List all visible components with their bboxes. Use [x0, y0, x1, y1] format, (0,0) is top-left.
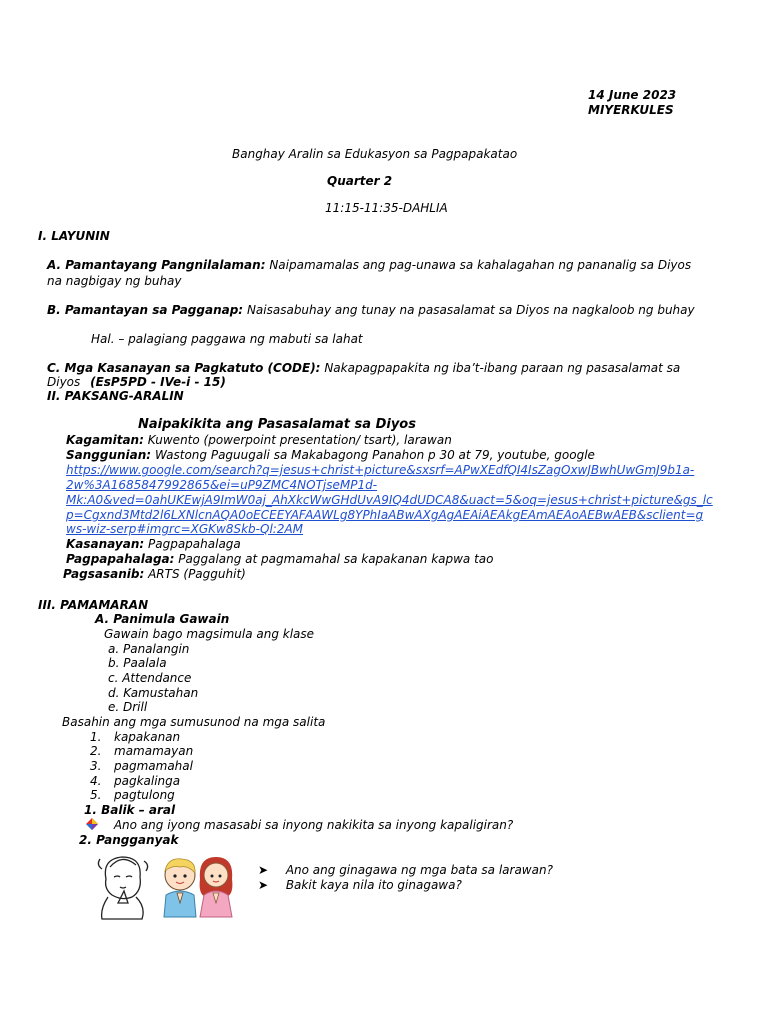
objective-a-text: Naipamamalas ang pag-unawa sa kahalagahan ng pananalig sa Diyos — [269, 258, 692, 272]
word-number: 1. — [90, 730, 102, 744]
gawain-item: d. Kamustahan — [108, 686, 199, 700]
topic-title: Naipakikita ang Pasasalamat sa Diyos — [138, 417, 416, 432]
pangganyak-question-2 — [258, 878, 462, 892]
sanggunian-label: Sanggunian: — [66, 448, 152, 462]
word: pagtulong — [114, 788, 175, 802]
pagpapahalaga-text: Paggalang at pagmamahal sa kapakanan kapwa tao — [178, 552, 494, 566]
date: 14 June 2023 — [588, 88, 677, 102]
word: mamamayan — [114, 744, 194, 758]
panimula-heading: A. Panimula Gawain — [95, 612, 230, 626]
basahin-instruction: Basahin ang mga sumusunod na mga salita — [62, 715, 326, 729]
objective-a-text-2: na nagbigay ng buhay — [47, 274, 182, 288]
gawain-item: e. Drill — [108, 700, 148, 714]
word: pagmamahal — [114, 759, 193, 773]
objective-a-label: A. Pamantayang Pangnilalaman: — [47, 258, 266, 272]
objective-c-text: Nakapagpapakita ng iba’t-ibang paraan ng pasasalamat sa — [324, 361, 681, 375]
pagsasanib-label: Pagsasanib: — [63, 567, 145, 581]
gawain-item: a. Panalangin — [108, 642, 190, 656]
time-section: 11:15-11:35-DAHLIA — [325, 201, 448, 215]
word: pagkalinga — [114, 774, 181, 788]
balik-aral-heading: 1. Balik – aral — [84, 803, 176, 817]
word-list-item — [90, 759, 193, 773]
word-list-item — [90, 730, 181, 744]
word-number: 5. — [90, 788, 102, 802]
objective-c-code: (EsP5PD - IVe-i - 15) — [90, 375, 226, 389]
gawain-item: b. Paalala — [108, 656, 167, 670]
gawain-intro: Gawain bago magsimula ang klase — [104, 627, 315, 641]
gawain-item: c. Attendance — [108, 671, 192, 685]
balik-aral-item — [86, 818, 513, 832]
objective-c-label: C. Mga Kasanayan sa Pagkatuto (CODE): — [47, 361, 321, 375]
pamamaran-heading: III. PAMAMARAN — [38, 598, 149, 612]
kagamitan-text: Kuwento (powerpoint presentation/ tsart), larawan — [147, 433, 452, 447]
kagamitan-label: Kagamitan: — [66, 433, 144, 447]
word: kapakanan — [114, 730, 181, 744]
sanggunian — [66, 448, 595, 462]
pagsasanib — [63, 567, 246, 581]
objective-a — [47, 258, 691, 272]
reference-link-line-2[interactable]: 2w%3A1685847992865&ei=uP9ZMC4NOTjseMP1d- — [66, 478, 378, 492]
arrow-bullet-icon: ➤ — [258, 878, 269, 892]
day: MIYERKULES — [588, 103, 674, 117]
objective-example: Hal. – palagiang paggawa ng mabuti sa lahat — [91, 332, 363, 346]
kagamitan — [66, 433, 452, 447]
praying-children-illustration — [92, 851, 244, 921]
word-list-item — [90, 774, 181, 788]
sanggunian-text: Wastong Paguugali sa Makabagong Panahon p 30 at 79, youtube, google — [154, 448, 595, 462]
pangganyak-q2-text: Bakit kaya nila ito ginagawa? — [285, 878, 462, 892]
balik-aral-question: Ano ang iyong masasabi sa inyong nakikita sa inyong kapaligiran? — [113, 818, 514, 832]
reference-link-line-5[interactable]: ws-wiz-serp#imgrc=XGKw8Skb-Ql:2AM — [66, 522, 304, 536]
word-number: 3. — [90, 759, 102, 773]
objective-c-line-2 — [47, 375, 226, 389]
arrow-bullet-icon: ➤ — [258, 863, 269, 877]
pagpapahalaga-label: Pagpapahalaga: — [66, 552, 175, 566]
word-list-item — [90, 744, 194, 758]
objective-b-text: Naisasabuhay ang tunay na pasasalamat sa Diyos na nagkaloob ng buhay — [246, 303, 695, 317]
quarter: Quarter 2 — [327, 174, 393, 188]
objective-b-label: B. Pamantayan sa Pagganap: — [47, 303, 244, 317]
paksang-aralin-heading: II. PAKSANG-ARALIN — [47, 389, 184, 403]
document-title: Banghay Aralin sa Edukasyon sa Pagpapakatao — [232, 147, 518, 161]
kasanayan — [66, 537, 241, 551]
pangganyak-q1-text: Ano ang ginagawa ng mga bata sa larawan? — [285, 863, 553, 877]
reference-link-line-1[interactable]: https://www.google.com/search?q=jesus+christ+picture&sxsrf=APwXEdfQI4IsZagOxwJBwhUwGmJ9b1a- — [66, 463, 695, 477]
pangganyak-heading: 2. Pangganyak — [79, 833, 179, 847]
reference-link-line-3[interactable]: Mk:A0&ved=0ahUKEwjA9ImW0aj_AhXkcWwGHdUvA9IQ4dUDCA8&uact=5&oq=jesus+christ+picture&gs_lc — [66, 493, 713, 507]
pagsasanib-text: ARTS (Pagguhit) — [148, 567, 246, 581]
kasanayan-label: Kasanayan: — [66, 537, 145, 551]
objective-b — [47, 303, 695, 317]
layunin-heading: I. LAYUNIN — [38, 229, 110, 243]
pangganyak-question-1 — [258, 863, 553, 877]
word-number: 2. — [90, 744, 102, 758]
pagpapahalaga — [66, 552, 494, 566]
kasanayan-text: Pagpapahalaga — [148, 537, 241, 551]
objective-c-text-2: Diyos — [47, 375, 81, 389]
objective-c — [47, 361, 680, 375]
word-number: 4. — [90, 774, 102, 788]
reference-link-line-4[interactable]: p=Cgxnd3Mtd2l6LXNlcnAQA0oECEEYAFAAWLg8YPhIaABwAXgAgAEAiAEAkgEAmAEAoAEBwAEB&sclient=g — [66, 508, 704, 522]
word-list-item — [90, 788, 175, 802]
diamond-bullet-icon — [86, 818, 98, 830]
